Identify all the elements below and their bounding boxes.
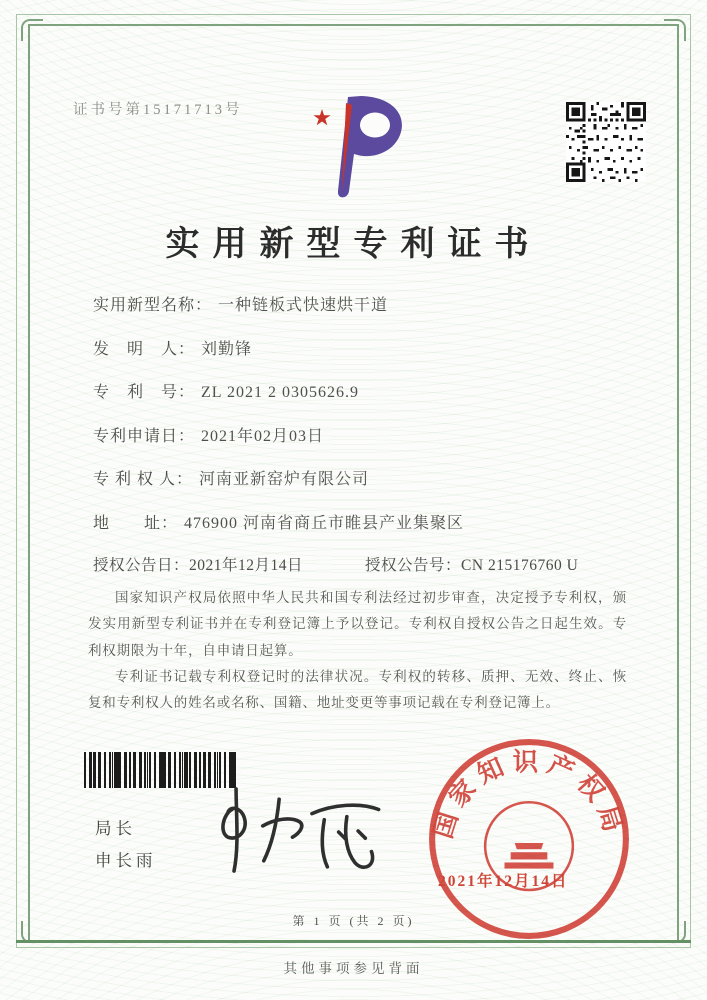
grant-number-pair: [365, 553, 578, 575]
seal-agency-text: 国家知识产权局: [428, 747, 630, 842]
field-patentee: [93, 466, 652, 489]
grant-number-label: 授权公告号：: [365, 557, 462, 574]
field-list: [93, 292, 652, 553]
field-label: 发 明 人：: [93, 340, 196, 358]
director-title: 局长: [95, 819, 136, 838]
seal-date: 2021年12月14日: [438, 873, 569, 890]
field-value: 2021年02月03日: [201, 427, 325, 445]
cnipa-patent-logo-icon: [291, 90, 417, 204]
footer-note: 其他事项参见背面: [283, 961, 424, 976]
field-filing-date: [93, 423, 652, 446]
cnipa-official-seal: [427, 737, 631, 941]
frame-corner-ornament: [664, 19, 686, 41]
field-label: 实用新型名称：: [93, 297, 213, 314]
field-value: 一种链板式快速烘干道: [218, 297, 389, 314]
field-inventor: [93, 336, 652, 359]
grant-announcement-row: [93, 553, 667, 575]
field-label: 专 利 权 人：: [93, 471, 194, 488]
grant-date-value: 2021年12月14日: [189, 557, 304, 574]
qr-code-icon: [566, 102, 646, 182]
field-value: 476900 河南省商丘市睢县产业集聚区: [184, 514, 465, 532]
field-address: [93, 510, 652, 533]
statutory-text: [88, 585, 627, 717]
page-number: 第 1 页 (共 2 页): [292, 914, 415, 928]
statutory-paragraph: 专利证书记载专利权登记时的法律状况。专利权的转移、质押、无效、终止、恢复和专利权人的姓名或名称、国籍、地址变更等事项记载在专利登记簿上。: [88, 668, 627, 711]
director-name: 申长雨: [95, 851, 157, 870]
field-utility-model-name: [93, 292, 652, 315]
certificate-number: 证书号第15171713号: [73, 102, 243, 118]
field-patent-number: [93, 379, 652, 402]
field-label: 地 址：: [93, 514, 179, 532]
certificate-title: 实用新型专利证书: [165, 226, 542, 263]
field-label: 专利申请日：: [93, 427, 196, 445]
field-label: 专 利 号：: [93, 384, 196, 401]
frame-corner-ornament: [21, 19, 43, 41]
field-value: 河南亚新窑炉有限公司: [199, 471, 370, 488]
director-signature: [193, 778, 393, 882]
grant-date-label: 授权公告日：: [93, 557, 190, 574]
director-block: [95, 813, 157, 877]
grant-number-value: CN 215176760 U: [461, 557, 579, 574]
svg-text:国家知识产权局: [428, 747, 630, 842]
grant-date-pair: [93, 553, 303, 575]
statutory-paragraph: 国家知识产权局依照中华人民共和国专利法经过初步审查，决定授予专利权，颁发实用新型专利证书并在专利登记簿上予以登记。专利权自授权公告之日起生效。专利权期限为十年，自申请日起算。: [88, 590, 627, 658]
field-value: ZL 2021 2 0305626.9: [201, 384, 359, 401]
field-value: 刘勤锋: [201, 340, 253, 358]
